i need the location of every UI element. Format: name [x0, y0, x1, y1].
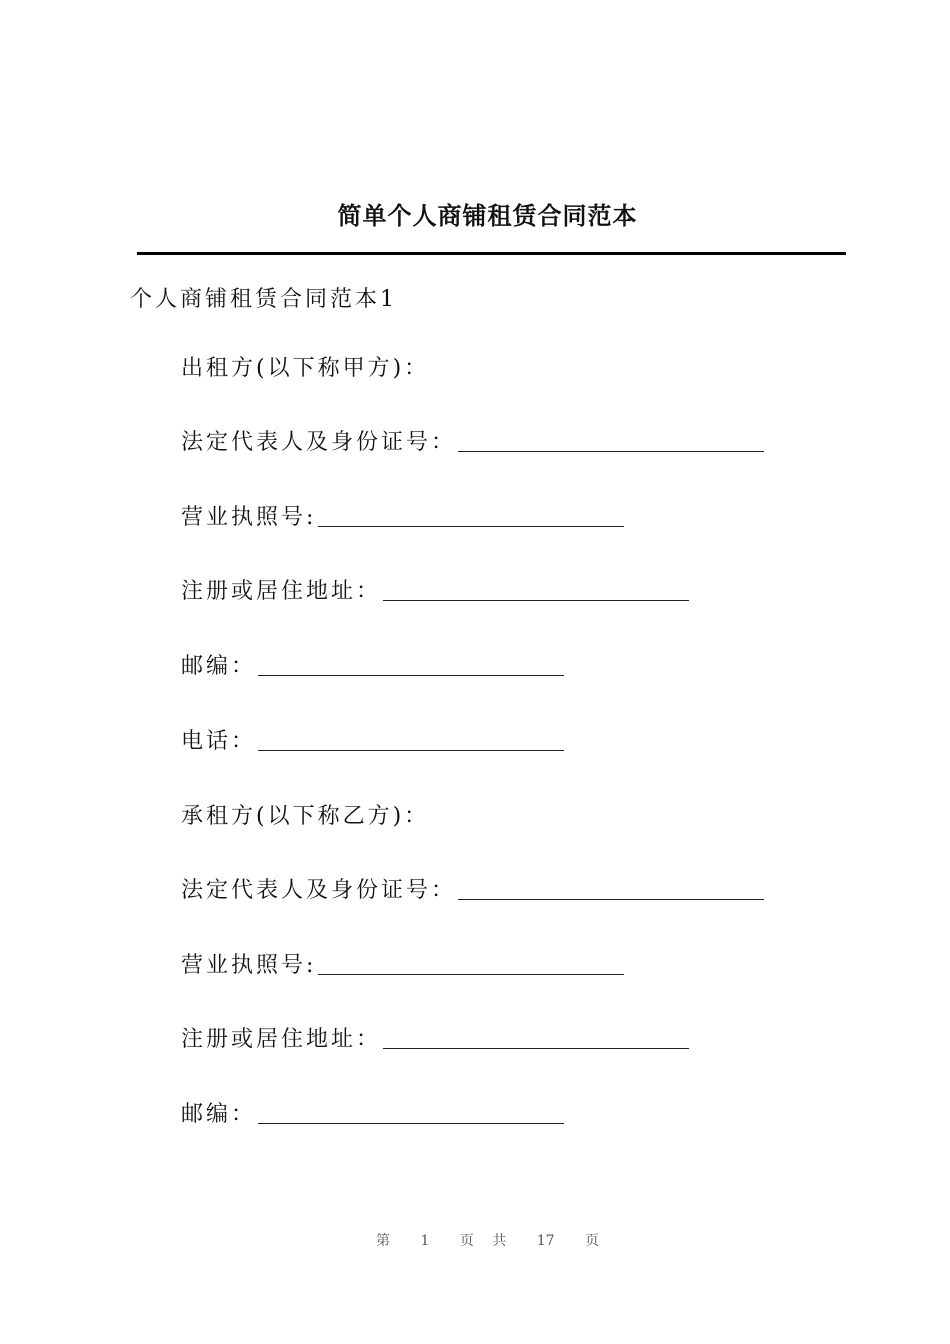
field-label: 电话： — [181, 729, 257, 754]
lessee-legal-rep-id-field — [181, 874, 764, 904]
fill-in-blank[interactable] — [458, 899, 764, 900]
fill-in-blank[interactable] — [318, 974, 624, 975]
fill-in-blank[interactable] — [318, 526, 624, 527]
footer-prefix: 第 — [375, 1233, 390, 1249]
lessor-address-field — [181, 575, 689, 605]
lessor-phone-field — [181, 725, 564, 755]
lessee-postcode-field — [181, 1098, 564, 1128]
lessor-heading — [181, 352, 429, 382]
section-heading: 个人商铺租赁合同范本1 — [130, 287, 397, 312]
field-label: 注册或居住地址： — [181, 579, 382, 604]
footer-suffix: 页 — [585, 1233, 599, 1249]
lessee-business-license-field — [181, 949, 624, 979]
fill-in-blank[interactable] — [458, 451, 764, 452]
lessor-postcode-field — [181, 650, 564, 680]
field-label: 营业执照号: — [181, 505, 317, 530]
footer-current-page: 1 — [420, 1233, 430, 1249]
fill-in-blank[interactable] — [258, 675, 564, 676]
page-footer — [0, 1230, 950, 1250]
lessor-business-license-field — [181, 501, 624, 531]
title-divider — [137, 252, 846, 255]
field-label: 法定代表人及身份证号： — [181, 430, 457, 455]
field-label: 邮编： — [181, 1102, 257, 1127]
fill-in-blank[interactable] — [258, 1123, 564, 1124]
field-label: 注册或居住地址： — [181, 1027, 382, 1052]
fill-in-blank[interactable] — [383, 600, 689, 601]
lessee-heading — [181, 800, 429, 830]
field-label: 承租方(以下称乙方)： — [181, 804, 430, 829]
field-label: 法定代表人及身份证号： — [181, 878, 457, 903]
lessor-legal-rep-id-field — [181, 426, 764, 456]
footer-middle: 页 共 — [459, 1233, 507, 1249]
field-label: 邮编： — [181, 654, 257, 679]
field-label: 出租方(以下称甲方)： — [181, 356, 430, 381]
page-title: 简单个人商铺租赁合同范本 — [337, 201, 638, 230]
fill-in-blank[interactable] — [383, 1048, 689, 1049]
footer-total-pages: 17 — [536, 1233, 555, 1249]
field-label: 营业执照号: — [181, 953, 317, 978]
fill-in-blank[interactable] — [258, 750, 564, 751]
lessee-address-field — [181, 1023, 689, 1053]
